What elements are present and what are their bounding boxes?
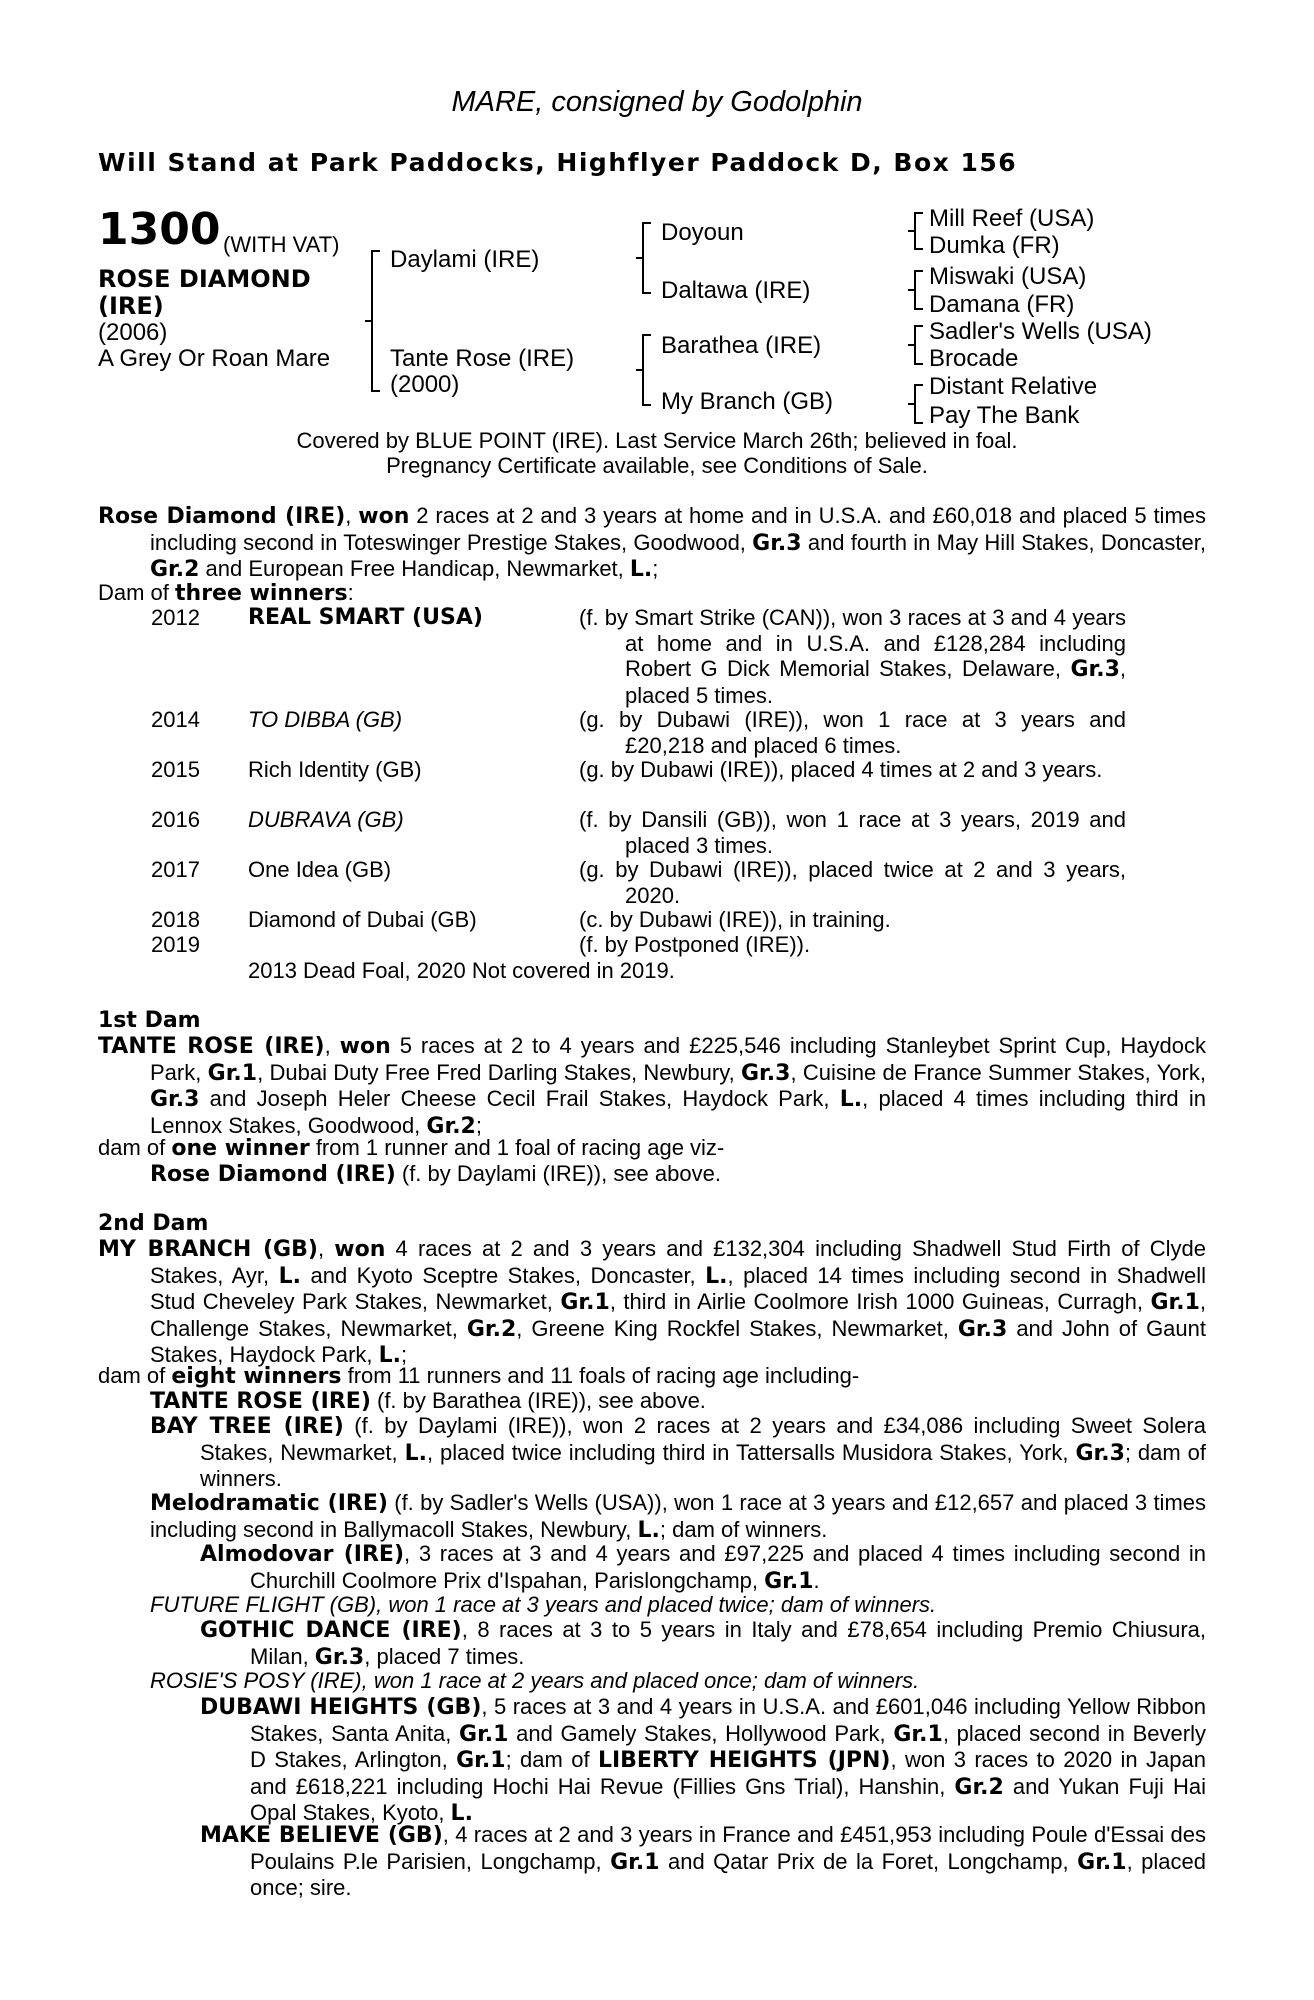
offspring-name: Diamond of Dubai (GB) <box>248 907 477 932</box>
first-dam-produce: dam of one winner from 1 runner and 1 foal of racing age viz- <box>98 1135 725 1161</box>
stand-location: Will Stand at Park Paddocks, Highflyer Paddock D, Box 156 <box>98 148 1018 177</box>
three-winners: three winners <box>175 581 348 606</box>
produce-tante-rose: TANTE ROSE (IRE) (f. by Barathea (IRE)), see above. <box>150 1388 706 1414</box>
produce-melodramatic: Melodramatic (IRE) (f. by Sadler's Wells (USA)), won 1 race at 3 years and £12,657 and placed 3 times including second in Ballymacoll Stakes, Newbury, L.; dam of winners. <box>150 1490 1207 1543</box>
mare-description: A Grey Or Roan Mare <box>98 345 331 372</box>
horse-name: BAY TREE (IRE) <box>150 1414 344 1439</box>
offspring-name: Rich Identity (GB) <box>248 757 422 782</box>
covered-line-1: Covered by BLUE POINT (IRE). Last Service March 26th; believed in foal. <box>296 428 1018 453</box>
horse-name: TANTE ROSE (IRE) <box>150 1389 371 1414</box>
produce-gothic-dance: GOTHIC DANCE (IRE), 8 races at 3 to 5 years in Italy and £78,654 including Premio Chiusura, Milan, Gr.3, placed 7 times. <box>200 1617 1207 1670</box>
horse-name: LIBERTY HEIGHTS (JPN) <box>597 1748 891 1774</box>
sire-name: Daylami (IRE) <box>390 246 540 273</box>
produce-almodovar: Almodovar (IRE), 3 races at 3 and 4 years and £97,225 and placed 4 times including second in Churchill Coolmore Prix d'Ispahan, Parislongchamp, Gr.1. <box>200 1541 1206 1594</box>
dam-dam-name: My Branch (GB) <box>661 388 834 415</box>
ss-sire-name: Mill Reef (USA) <box>929 205 1095 232</box>
mare-name-line2: (IRE) <box>98 292 164 320</box>
lot-number: 1300 <box>98 204 221 255</box>
pedigree-brace-tick <box>636 257 644 259</box>
page-title: MARE, consigned by Godolphin <box>451 86 863 118</box>
horse-name: Rose Diamond (IRE) <box>150 1162 396 1187</box>
sd-dam-name: Damana (FR) <box>929 291 1075 318</box>
horse-name: MAKE BELIEVE (GB) <box>200 1823 443 1848</box>
dam-sire-name: Barathea (IRE) <box>661 332 822 359</box>
dd-dam-name: Pay The Bank <box>929 402 1080 429</box>
second-dam-produce: dam of eight winners from 11 runners and 11 foals of racing age including- <box>98 1363 860 1389</box>
produce-dubawi-heights: DUBAWI HEIGHTS (GB), 5 races at 3 and 4 years in U.S.A. and £601,046 including Yellow Ribbon Stakes, Santa Anita, Gr.1 and Gamely Stakes, Hollywood Park, Gr.1, placed second in Beverly D Stakes, Arlington, Gr.1; dam of LIBERTY HEIGHTS (JPN), won 3 races to 2020 in Japan and £618,221 including Hochi Hai Revue (Fillies Gns Trial), Hanshin, Gr.2 and Yukan Fuji Hai Opal Stakes, Kyoto, L. <box>200 1694 1206 1827</box>
horse-name: DUBAWI HEIGHTS (GB) <box>200 1695 482 1720</box>
second-dam-heading: 2nd Dam <box>98 1211 209 1236</box>
produce-future-flight: FUTURE FLIGHT (GB), won 1 race at 3 years and placed twice; dam of winners. <box>150 1592 937 1617</box>
mare-name-line1: ROSE DIAMOND <box>98 265 311 293</box>
won-label: won <box>358 504 410 529</box>
first-dam-record: TANTE ROSE (IRE), won 5 races at 2 to 4 years and £225,546 including Stanleybet Sprint Cup, Haydock Park, Gr.1, Dubai Duty Free Fred Darling Stakes, Newbury, Gr.3, Cuisine de France Summer Stakes, York, Gr.3 and Joseph Heler Cheese Cecil Frail Stakes, Haydock Park, L., placed 4 times including third in Lennox Stakes, Goodwood, Gr.2; <box>98 1033 1207 1139</box>
first-dam-viz: Rose Diamond (IRE) (f. by Daylami (IRE)), see above. <box>150 1161 721 1187</box>
offspring-note: 2013 Dead Foal, 2020 Not covered in 2019. <box>248 958 675 983</box>
first-dam-heading: 1st Dam <box>98 1008 201 1033</box>
offspring-name: One Idea (GB) <box>248 857 392 882</box>
produce-rosies-posy: ROSIE'S POSY (IRE), won 1 race at 2 years and placed once; dam of winners. <box>150 1668 920 1693</box>
pedigree-brace-tick <box>908 344 916 346</box>
horse-name: GOTHIC DANCE (IRE) <box>200 1618 462 1643</box>
covered-line-2: Pregnancy Certificate available, see Conditions of Sale. <box>386 453 928 478</box>
vat-label: (WITH VAT) <box>223 232 340 257</box>
ss-dam-name: Dumka (FR) <box>929 232 1060 259</box>
second-dam-record: MY BRANCH (GB), won 4 races at 2 and 3 years and £132,304 including Shadwell Stud Firth of Clyde Stakes, Ayr, L. and Kyoto Sceptre Stakes, Doncaster, L., placed 14 times including second in Shadwell Stud Cheveley Park Stakes, Newmarket, Gr.1, third in Airlie Coolmore Irish 1000 Guineas, Curragh, Gr.1, Challenge Stakes, Newmarket, Gr.2, Greene King Rockfel Stakes, Newmarket, Gr.3 and John of Gaunt Stakes, Haydock Park, L.; <box>98 1236 1207 1369</box>
pedigree-brace-tick <box>908 289 916 291</box>
offspring-name: TO DIBBA (GB) <box>248 707 403 732</box>
pedigree-brace-tick <box>908 403 916 405</box>
offspring-name: DUBRAVA (GB) <box>248 807 404 832</box>
ds-dam-name: Brocade <box>929 345 1019 372</box>
produce-make-believe: MAKE BELIEVE (GB), 4 races at 2 and 3 years in France and £451,953 including Poule d'Essai des Poulains P.le Parisien, Longchamp, Gr.1 and Qatar Prix de la Foret, Longchamp, Gr.1, placed once; sire. <box>200 1822 1207 1901</box>
horse-name: TANTE ROSE (IRE) <box>98 1034 325 1059</box>
foaled-year: (2006) <box>98 319 168 346</box>
ds-sire-name: Sadler's Wells (USA) <box>929 318 1152 345</box>
dam-of-line: Dam of three winners: <box>98 580 354 606</box>
horse-name: Rose Diamond (IRE) <box>98 504 346 529</box>
dam-name: Tante Rose (IRE) <box>390 345 575 372</box>
mare-race-record: Rose Diamond (IRE), won 2 races at 2 and 3 years at home and in U.S.A. and £60,018 and placed 5 times including second in Toteswinger Prestige Stakes, Goodwood, Gr.3 and fourth in May Hill Stakes, Doncaster, Gr.2 and European Free Handicap, Newmarket, L.; <box>98 503 1206 583</box>
dd-sire-name: Distant Relative <box>929 373 1098 400</box>
horse-name: Melodramatic (IRE) <box>150 1491 388 1516</box>
pedigree-brace-tick <box>908 230 916 232</box>
pedigree-brace-tick <box>636 369 644 371</box>
sd-sire-name: Miswaki (USA) <box>929 263 1087 290</box>
sire-sire-name: Doyoun <box>661 219 744 246</box>
pedigree-brace-tick <box>365 320 373 322</box>
horse-name: Almodovar (IRE) <box>200 1542 405 1567</box>
dam-year: (2000) <box>390 371 460 398</box>
sire-dam-name: Daltawa (IRE) <box>661 277 811 304</box>
horse-name: MY BRANCH (GB) <box>98 1237 318 1262</box>
produce-bay-tree: BAY TREE (IRE) (f. by Daylami (IRE)), won 2 races at 2 years and £34,086 including Sweet Solera Stakes, Newmarket, L., placed twice including third in Tattersalls Musidora Stakes, York, Gr.3; dam of winners. <box>150 1413 1206 1492</box>
offspring-name: REAL SMART (USA) <box>248 605 483 630</box>
